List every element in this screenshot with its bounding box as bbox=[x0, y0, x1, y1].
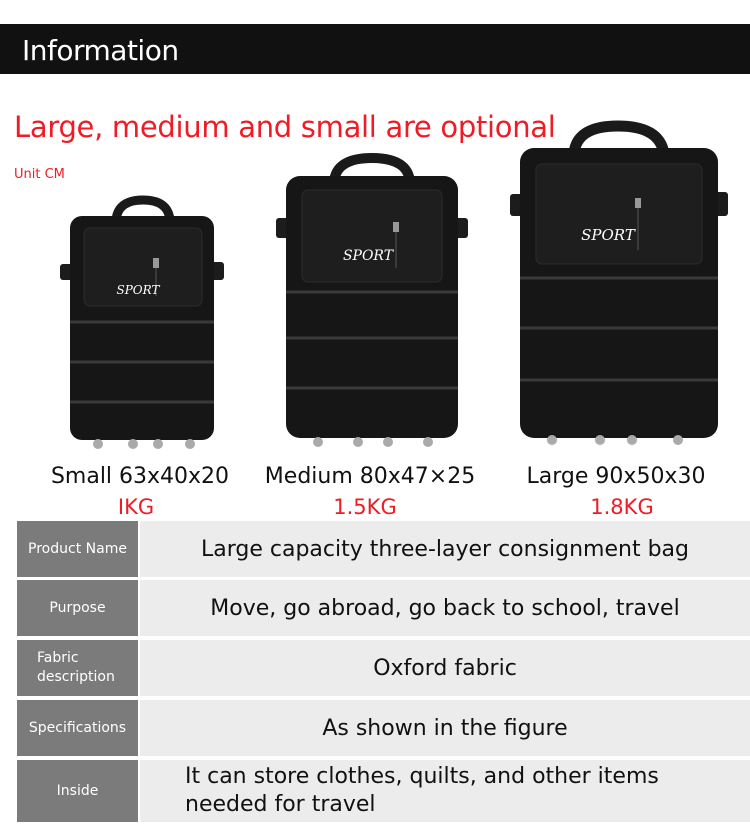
bag-illustration-medium bbox=[272, 156, 472, 448]
spec-value-line2: needed for travel bbox=[185, 792, 376, 817]
headline: Large, medium and small are optional bbox=[14, 110, 556, 144]
header-title: Information bbox=[22, 34, 179, 67]
bag-weight-medium: 1.5KG bbox=[333, 495, 397, 519]
spec-row-fabric bbox=[17, 640, 750, 696]
bag-size-medium: Medium 80x47×25 bbox=[264, 464, 476, 489]
bag-size-small: Small 63x40x20 bbox=[50, 464, 230, 489]
spec-key-line1: Fabric bbox=[37, 650, 79, 666]
spec-value: Large capacity three-layer consignment bag bbox=[140, 521, 750, 577]
spec-value bbox=[140, 760, 750, 822]
spec-value: Move, go abroad, go back to school, travel bbox=[140, 580, 750, 636]
spec-key: Specifications bbox=[17, 700, 138, 756]
unit-label: Unit CM bbox=[14, 167, 65, 182]
spec-key bbox=[17, 640, 138, 696]
spec-row-purpose bbox=[17, 580, 750, 636]
spec-row-inside bbox=[17, 760, 750, 822]
spec-value-line1: It can store clothes, quilts, and other items bbox=[185, 764, 659, 789]
bag-image-large bbox=[508, 124, 730, 448]
spec-key: Product Name bbox=[17, 521, 138, 577]
spec-key-line2: description bbox=[37, 669, 115, 685]
bag-image-medium bbox=[272, 156, 472, 448]
spec-row-product-name bbox=[17, 521, 750, 577]
bag-illustration-large bbox=[508, 124, 730, 448]
brand-logo-medium: SPORT bbox=[342, 248, 394, 264]
bag-weight-large: 1.8KG bbox=[590, 495, 654, 519]
spec-value: As shown in the figure bbox=[140, 700, 750, 756]
bag-size-large: Large 90x50x30 bbox=[526, 464, 706, 489]
spec-row-specifications bbox=[17, 700, 750, 756]
bag-image-small bbox=[58, 198, 228, 450]
spec-key: Purpose bbox=[17, 580, 138, 636]
bag-weight-small: IKG bbox=[117, 495, 155, 519]
spec-value: Oxford fabric bbox=[140, 640, 750, 696]
spec-key: Inside bbox=[17, 760, 138, 822]
brand-logo-large: SPORT bbox=[581, 226, 635, 244]
bag-illustration-small bbox=[58, 198, 228, 450]
brand-logo-small: SPORT bbox=[116, 283, 160, 297]
